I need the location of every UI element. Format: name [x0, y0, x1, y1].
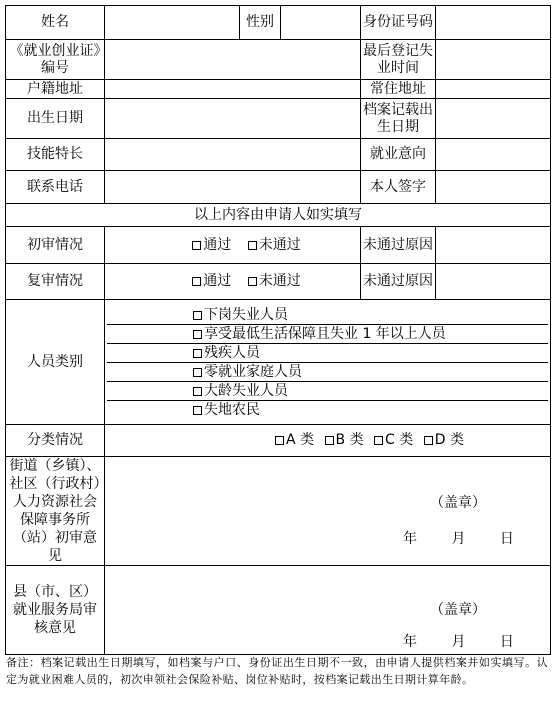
birth-date-field[interactable] [105, 99, 361, 139]
class-b-option[interactable] [325, 432, 364, 449]
re-review-options [105, 264, 361, 300]
re-review-label: 复审情况 [6, 264, 105, 300]
checkbox-icon[interactable] [193, 387, 202, 396]
checkbox-icon[interactable] [275, 436, 284, 445]
id-number-field[interactable] [436, 6, 551, 40]
year-label: 年 [403, 634, 417, 650]
birth-date-label: 出生日期 [6, 99, 105, 139]
category-option-disabled[interactable] [107, 344, 548, 363]
category-option-landless-farmer[interactable] [107, 401, 548, 419]
option-label: 未通过 [258, 236, 301, 253]
category-option-older-unemployed[interactable] [107, 382, 548, 401]
re-review-fail-option[interactable] [248, 273, 301, 290]
initial-review-reason-label: 未通过原因 [361, 227, 436, 264]
residence-address-label: 常住地址 [361, 80, 436, 99]
day-label: 日 [499, 531, 514, 547]
class-a-option[interactable] [275, 432, 314, 449]
signature-label: 本人签字 [361, 171, 436, 204]
checkbox-icon[interactable] [325, 436, 334, 445]
gender-field[interactable] [281, 6, 361, 40]
option-label: A 类 [286, 432, 315, 448]
re-review-reason-field[interactable] [436, 264, 551, 300]
checkbox-icon[interactable] [374, 436, 383, 445]
classification-label: 分类情况 [6, 425, 105, 457]
employment-cert-number-label: 《就业创业证》编号 [6, 40, 105, 80]
household-address-label: 户籍地址 [6, 80, 105, 99]
skills-field[interactable] [105, 139, 361, 171]
seal-mark: （盖章） [430, 602, 486, 618]
employment-intention-field[interactable] [436, 139, 551, 171]
day-label: 日 [499, 634, 514, 650]
option-label: B 类 [335, 432, 364, 448]
class-c-option[interactable] [374, 432, 413, 449]
option-label: D 类 [434, 432, 464, 448]
employment-intention-label: 就业意向 [361, 139, 436, 171]
initial-review-options [105, 227, 361, 264]
option-label: 享受最低生活保障且失业 1 年以上人员 [204, 325, 446, 342]
re-review-reason-label: 未通过原因 [361, 264, 436, 300]
option-label: 失地农民 [204, 401, 260, 418]
last-unemployment-registration-field[interactable] [436, 40, 551, 80]
skills-label: 技能特长 [6, 139, 105, 171]
category-option-zero-employment[interactable] [107, 363, 548, 382]
street-opinion-label: 街道（乡镇）、社区（行政村）人力资源社会保障事务所（站）初审意见 [6, 457, 105, 566]
person-category-label: 人员类别 [6, 300, 105, 425]
initial-review-fail-option[interactable] [248, 237, 301, 254]
street-opinion-field[interactable] [105, 457, 551, 566]
application-form-table [5, 5, 551, 655]
month-label: 月 [451, 531, 466, 547]
option-label: 残疾人员 [204, 344, 260, 361]
checkbox-icon[interactable] [193, 368, 202, 377]
date-line [403, 531, 514, 548]
classification-options [105, 425, 551, 457]
checkbox-icon[interactable] [248, 277, 257, 286]
category-option-laid-off[interactable] [107, 306, 548, 325]
archive-birth-date-label: 档案记载出生日期 [361, 99, 436, 139]
residence-address-field[interactable] [436, 80, 551, 99]
checkbox-icon[interactable] [192, 277, 201, 286]
month-label: 月 [451, 634, 466, 650]
seal-mark: （盖章） [430, 495, 486, 511]
option-label: 通过 [203, 236, 232, 253]
year-label: 年 [403, 531, 417, 547]
initial-review-pass-option[interactable] [192, 237, 231, 254]
household-address-field[interactable] [105, 80, 361, 99]
date-line [403, 634, 514, 651]
option-label: 大龄失业人员 [204, 382, 288, 399]
gender-label: 性别 [240, 6, 281, 40]
last-unemployment-registration-label: 最后登记失业时间 [361, 40, 436, 80]
checkbox-icon[interactable] [248, 241, 257, 250]
checkbox-icon[interactable] [193, 311, 202, 320]
checkbox-icon[interactable] [424, 436, 433, 445]
id-number-label: 身份证号码 [361, 6, 436, 40]
phone-field[interactable] [105, 171, 361, 204]
county-opinion-field[interactable] [105, 566, 551, 655]
option-label: C 类 [385, 432, 414, 448]
phone-label: 联系电话 [6, 171, 105, 204]
county-opinion-label: 县（市、区）就业服务局审核意见 [6, 566, 105, 655]
option-label: 下岗失业人员 [204, 306, 288, 323]
checkbox-icon[interactable] [193, 406, 202, 415]
class-d-option[interactable] [424, 432, 464, 449]
re-review-pass-option[interactable] [192, 273, 231, 290]
checkbox-icon[interactable] [193, 349, 202, 358]
employment-cert-number-field[interactable] [105, 40, 361, 80]
archive-birth-date-field[interactable] [436, 99, 551, 139]
initial-review-reason-field[interactable] [436, 227, 551, 264]
name-label: 姓名 [6, 6, 105, 40]
signature-field[interactable] [436, 171, 551, 204]
name-field[interactable] [105, 6, 240, 40]
option-label: 未通过 [258, 273, 301, 289]
checkbox-icon[interactable] [192, 241, 201, 250]
footnote: 备注：档案记载出生日期填写，如档案与户口、身份证出生日期不一致，由申请人提供档案并如实填写。认定为就业困难人员的，初次申领社会保险补贴、岗位补贴时，按档案记载出生日期计算年龄。 [6, 656, 548, 686]
option-label: 通过 [203, 273, 232, 289]
option-label: 零就业家庭人员 [204, 363, 302, 380]
category-option-min-living[interactable] [107, 325, 548, 344]
checkbox-icon[interactable] [193, 330, 202, 339]
initial-review-label: 初审情况 [6, 227, 105, 264]
truthful-fill-note: 以上内容由申请人如实填写 [6, 204, 551, 227]
person-category-options [105, 300, 551, 425]
